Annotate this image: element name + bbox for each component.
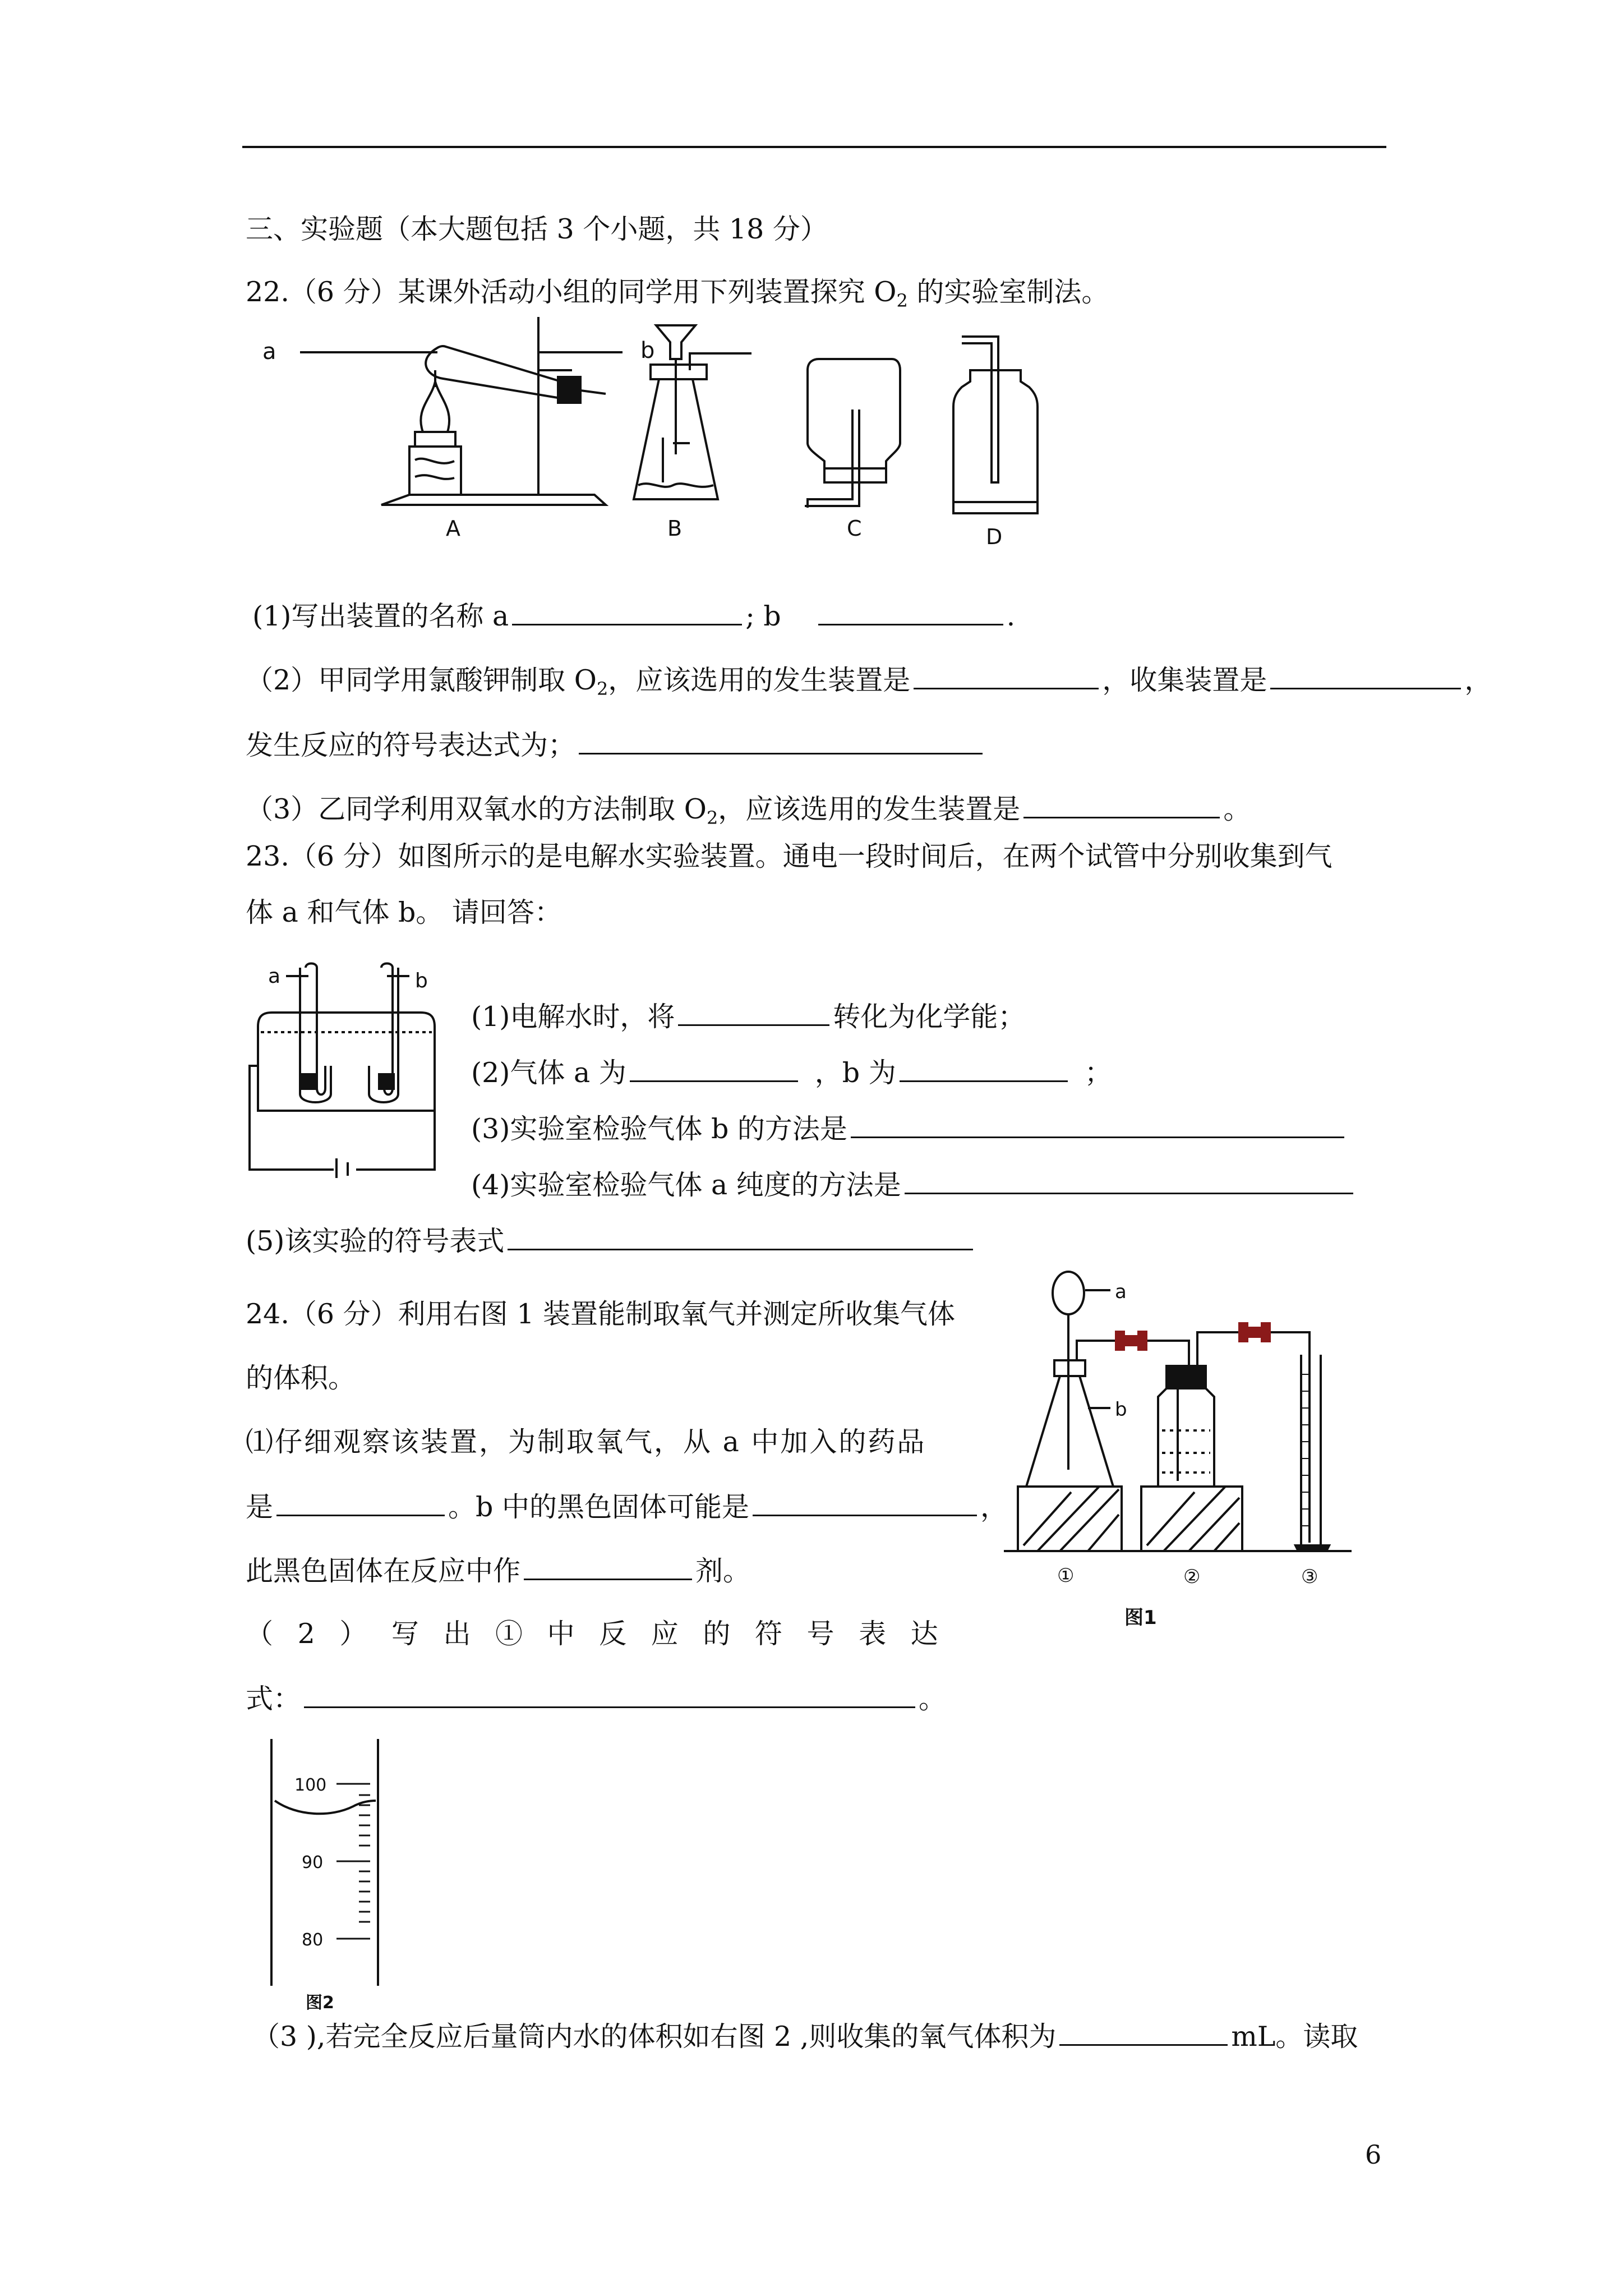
q24-figure-2 — [264, 1739, 409, 2031]
apparatus-label-c: C — [847, 516, 862, 541]
q24-part2-line1: （ 2 ） 写 出 ① 中 反 应 的 符 号 表 达 — [246, 1618, 946, 1650]
q22-blank-generator[interactable] — [914, 662, 1099, 689]
q24-part1-line2: 是 。b 中的黑色固体可能是 ， — [246, 1489, 1008, 1525]
q23-stem-line2: 体 a 和气体 b。 请回答： — [246, 896, 562, 928]
q24-fig2-tick-80: 80 — [302, 1930, 324, 1950]
q22-blank-peroxide-generator[interactable] — [1023, 791, 1220, 818]
header-rule — [242, 146, 1386, 148]
q22-part2: （2）甲同学用氯酸钾制取 $O_2$，应该选用的发生装置是 ，收集装置是 ， — [246, 662, 1492, 706]
q23-blank-gas-a[interactable] — [630, 1055, 798, 1082]
q24-fig2-tick-90: 90 — [302, 1853, 324, 1872]
q24-part3: （3 ),若完全反应后量筒内水的体积如右图 2 ,则收集的氧气体积为 mL。读取 — [252, 2018, 1358, 2054]
q22-label-a: a — [262, 339, 276, 365]
q23-part1: (1)电解水时，将 转化为化学能； — [471, 999, 1025, 1034]
q22-stem: 22.（6 分）某课外活动小组的同学用下列装置探究 $O_2$ 的实验室制法。 — [246, 276, 1109, 311]
q24-fig1-label-a: a — [1115, 1281, 1127, 1303]
page-number: 6 — [1365, 2139, 1382, 2170]
q24-part1-line1: ⑴仔细观察该装置，为制取氧气，从 a 中加入的药品 — [246, 1426, 926, 1458]
q24-blank-black-solid[interactable] — [753, 1489, 977, 1516]
q23-part2: (2)气体 a 为 ，b 为 ； — [471, 1055, 1112, 1091]
q24-stem-line2: 的体积。 — [246, 1362, 356, 1394]
apparatus-a — [381, 317, 606, 505]
q23-label-a: a — [268, 965, 281, 988]
q22-blank-equation[interactable] — [579, 727, 983, 754]
q24-blank-role[interactable] — [524, 1553, 692, 1580]
q24-part1-line3: 此黑色固体在反应中作 剂。 — [246, 1553, 750, 1589]
apparatus-c — [805, 359, 900, 508]
q24-blank-reagent[interactable] — [276, 1489, 445, 1516]
q22-blank-b[interactable] — [818, 598, 1003, 625]
q24-part2-line2: 式： 。 — [246, 1681, 946, 1717]
q24-fig2-caption: 图2 — [306, 1993, 334, 2013]
q22-part2-equation: 发生反应的符号表达式为； — [246, 727, 986, 763]
apparatus-label-a: A — [446, 516, 460, 541]
apparatus-label-b: B — [667, 516, 683, 541]
q23-blank-gas-b[interactable] — [900, 1055, 1068, 1082]
q24-fig2-tick-100: 100 — [294, 1775, 327, 1795]
q23-blank-test-b[interactable] — [851, 1111, 1344, 1138]
q24-fig1-caption: 图1 — [1124, 1607, 1157, 1629]
q24-fig1-num-3: ③ — [1301, 1566, 1318, 1588]
q23-blank-purity-a[interactable] — [905, 1167, 1353, 1194]
q23-part4: (4)实验室检验气体 a 纯度的方法是 — [471, 1167, 1357, 1203]
q22-blank-collector[interactable] — [1270, 662, 1461, 689]
apparatus-label-d: D — [986, 524, 1003, 549]
q23-label-b: b — [415, 969, 428, 992]
q24-fig1-label-b: b — [1115, 1398, 1127, 1421]
q24-blank-equation[interactable] — [304, 1681, 915, 1708]
q23-stem-line1: 23.（6 分）如图所示的是电解水实验装置。通电一段时间后，在两个试管中分别收集到气 — [246, 840, 1332, 872]
q23-electrolysis-figure — [247, 954, 449, 1178]
q22-blank-a[interactable] — [512, 598, 742, 625]
section-title: 三、实验题（本大题包括 3 个小题，共 18 分） — [246, 213, 828, 245]
q23-blank-equation[interactable] — [508, 1223, 973, 1250]
q22-apparatus-figure — [247, 314, 1144, 561]
q22-part3: （3）乙同学利用双氧水的方法制取 $O_2$，应该选用的发生装置是 。 — [246, 791, 1251, 835]
q24-fig1-num-1: ① — [1057, 1565, 1075, 1587]
apparatus-d — [953, 337, 1038, 513]
q24-blank-oxygen-volume[interactable] — [1059, 2018, 1228, 2046]
q24-fig1-num-2: ② — [1183, 1566, 1201, 1588]
q22-part1: (1)写出装置的名称 a ; b . — [252, 598, 1015, 634]
q24-stem-line1: 24.（6 分）利用右图 1 装置能制取氧气并测定所收集气体 — [246, 1298, 956, 1330]
q23-part3: (3)实验室检验气体 b 的方法是 — [471, 1111, 1348, 1147]
q24-figure-1 — [1004, 1262, 1408, 1638]
q23-part5: (5)该实验的符号表式 — [246, 1223, 976, 1259]
q22-label-b: b — [640, 338, 655, 364]
q23-blank-energy[interactable] — [678, 999, 829, 1026]
